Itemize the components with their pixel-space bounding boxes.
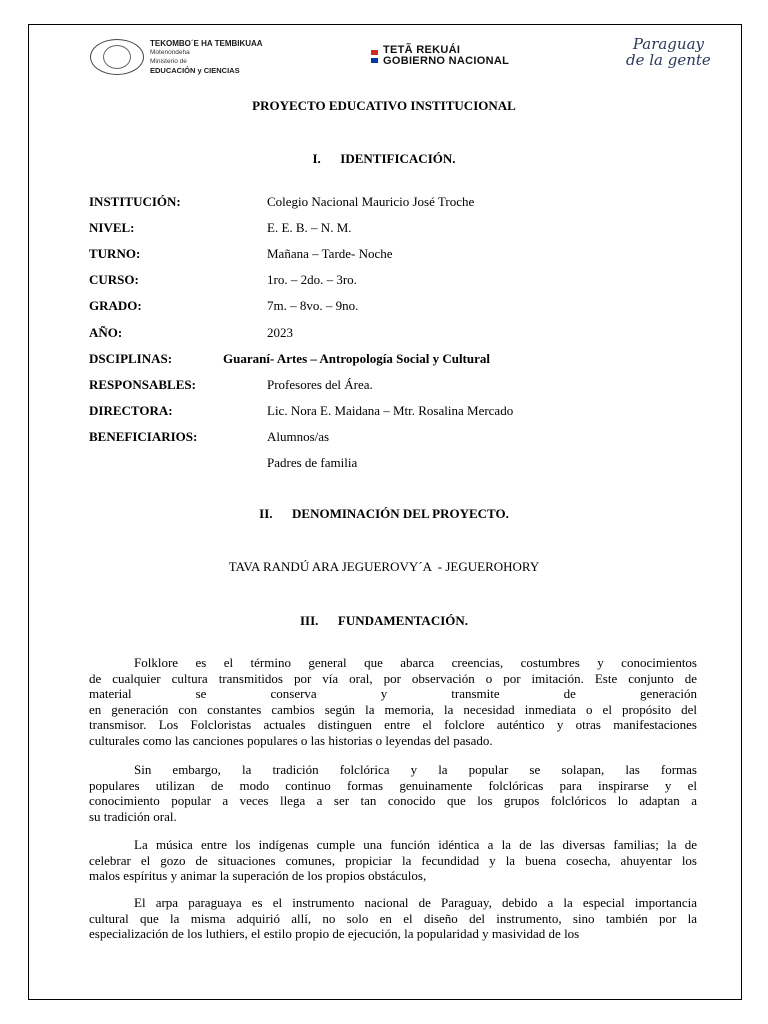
field-label: BENEFICIARIOS: [89, 429, 198, 444]
field-value: 2023 [267, 325, 293, 340]
ministry-line4: EDUCACIÓN y CIENCIAS [150, 66, 240, 75]
project-name: TAVA RANDÚ ARA JEGUEROVY´A - JEGUEROHORY [228, 559, 540, 574]
document-title: PROYECTO EDUCATIVO INSTITUCIONAL [252, 98, 516, 113]
field-value: Colegio Nacional Mauricio José Troche [267, 194, 475, 209]
paragraph-line: malos espíritus y animar la superación de los propios obstáculos, [89, 868, 427, 883]
field-value: Guaraní- Artes – Antropología Social y Cultural [223, 351, 490, 366]
national-seal-icon [90, 39, 144, 75]
brand-logo [626, 36, 711, 68]
paragraph-line: La música entre los indígenas cumple una función idéntica a la de las diversas familias; la de [134, 837, 697, 852]
field-value: Profesores del Área. [267, 377, 373, 392]
field-value: 1ro. – 2do. – 3ro. [267, 272, 357, 287]
field-label: NIVEL: [89, 220, 135, 235]
government-logo [371, 45, 509, 67]
field-value: 7m. – 8vo. – 9no. [267, 298, 359, 313]
paragraph-line: material se conserva y transmite de generación [89, 686, 697, 701]
field-label: DIRECTORA: [89, 403, 173, 418]
ministry-line1: TEKOMBO´E HA TEMBIKUAA [150, 39, 263, 48]
field-value: Mañana – Tarde- Noche [267, 246, 393, 261]
ministry-logo [90, 39, 263, 75]
field-label: RESPONSABLES: [89, 377, 196, 392]
flag-icon [371, 50, 378, 63]
field-value: Alumnos/as [267, 429, 330, 444]
section-fundamentacion: III. FUNDAMENTACIÓN. [299, 613, 469, 628]
brand-line2: de la gente [626, 51, 711, 69]
ministry-line3: Ministerio de [150, 58, 187, 65]
field-label: AÑO: [89, 325, 123, 340]
section-identificacion: I. IDENTIFICACIÓN. [312, 151, 456, 166]
paragraph [89, 655, 697, 748]
letterhead [60, 36, 740, 80]
paragraph-line: populares utilizan de modo continuo formas genuinamente folclóricas para inspirarse y el [89, 777, 697, 793]
paragraph-line: conocimiento popular a veces llega a ser tan conocido que los grupos folclóricos lo adaptan a [89, 793, 697, 808]
paragraph-line: cultural que la misma adquirió allí, no solo en el diseño del instrumento, sino también por la [89, 910, 697, 926]
field-label: GRADO: [89, 298, 142, 313]
paragraph-line: especialización de los luthiers, el estilo propio de ejecución, la popularidad y masividad de los [89, 926, 580, 941]
gov-line1: TETÃ REKUÁI [383, 44, 461, 56]
paragraph [89, 895, 697, 942]
paragraph-line: celebrar el gozo de situaciones comunes, propiciar la fecundidad y la buena cosecha, ahuyentar los [89, 852, 697, 868]
paragraph-line: Sin embargo, la tradición folclórica y la popular se solapan, las formas [134, 762, 697, 777]
field-value: Padres de familia [267, 455, 358, 470]
field-label: DSCIPLINAS: [89, 351, 173, 366]
field-value: Lic. Nora E. Maidana – Mtr. Rosalina Mercado [267, 403, 514, 418]
field-label: TURNO: [89, 246, 141, 261]
section-denominacion: II. DENOMINACIÓN DEL PROYECTO. [259, 506, 509, 521]
gov-line2: GOBIERNO NACIONAL [383, 55, 510, 67]
paragraph-line: de cualquier cultura transmitidos por vía oral, por observación o por imitación. Este conjunto de [89, 670, 697, 686]
paragraph-line: su tradición oral. [89, 808, 177, 824]
field-value: E. E. B. – N. M. [267, 220, 352, 235]
paragraph [89, 837, 697, 884]
paragraph-line: en generación con constantes cambios según la memoria, la necesidad inmediata o el propósito del [89, 701, 697, 717]
paragraph [89, 762, 697, 824]
paragraph-line: culturales como las canciones populares o las historias o leyendas del pasado. [89, 732, 493, 748]
paragraph-line: El arpa paraguaya es el instrumento nacional de Paraguay, debido a la especial importancia [134, 895, 697, 910]
brand-line1: Paraguay [632, 35, 704, 53]
paragraph-line: transmisor. Los Folcloristas actuales distinguen entre el folclore auténtico y otras manifestaciones [89, 717, 697, 732]
paragraph-line: Folklore es el término general que abarca creencias, costumbres y conocimientos [134, 655, 697, 670]
field-label: INSTITUCIÓN: [89, 194, 181, 209]
ministry-line2: Motenondeha [150, 49, 190, 56]
field-label: CURSO: [89, 272, 139, 287]
